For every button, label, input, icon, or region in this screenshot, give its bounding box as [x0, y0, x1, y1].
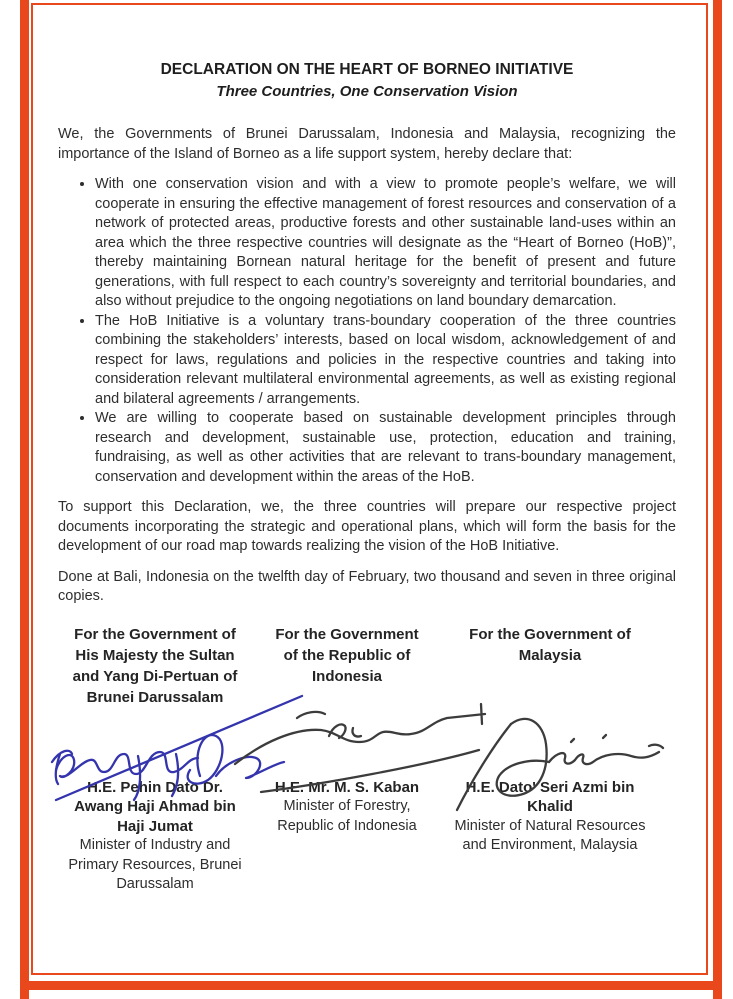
border-left-thick — [20, 0, 29, 999]
border-right-thick — [713, 0, 722, 999]
signatory-role-malaysia-text: Minister of Natural Resources and Environment, Malaysia — [454, 817, 646, 853]
signatory-for-malaysia-text: For the Government of Malaysia — [469, 625, 631, 664]
border-bottom-thick — [20, 981, 722, 990]
border-top-thin — [31, 3, 708, 5]
signatory-role-indonesia-text: Minister of Forestry, Republic of Indonesia — [277, 798, 417, 834]
border-right-thin — [706, 3, 708, 975]
bullet-item-sustainable-development: • We are willing to cooperate based on sustainable development principles through research and development, sustainable use, protection, education and training, fundraising, as well as other activities that are relevant to trans-boundary management, conservation and development within the areas of the HoB. — [95, 409, 676, 487]
signatory-for-indonesia-text: For the Government of the Republic of Indonesia — [275, 625, 419, 685]
declaration-bullet-list — [58, 175, 676, 487]
signatory-name-malaysia-text: H.E. Dato' Seri Azmi bin Khalid — [465, 778, 635, 815]
bullet-item-conservation: • With one conservation vision and with a view to promote people’s welfare, we will cooperate in ensuring the effective management of forest resources and conservation of a network of protected areas, productive forests and other sustainable land-uses within an area which the three respective countries will designate as the “Heart of Borneo (HoB)”, thereby maintaining Bornean natural heritage for the benefit of present and future generations, with full respect to each country’s sovereignty and territorial boundaries, and also without prejudice to the ongoing negotiations on land boundary demarcation. — [95, 175, 676, 312]
support-paragraph: To support this Declaration, we, the three countries will prepare our respective project documents incorporating the strategic and operational plans, which will form the basis for the development of our road map towards realizing the vision of the HoB Initiative. — [58, 499, 676, 554]
malaysia-signature-ink — [453, 708, 668, 816]
done-at-paragraph: Done at Bali, Indonesia on the twelfth day of February, two thousand and seven in three original copies. — [58, 568, 676, 604]
document-subtitle: Three Countries, One Conservation Vision — [216, 83, 518, 100]
signatory-role-brunei — [58, 836, 252, 895]
border-left-thin — [31, 3, 33, 975]
signatory-role-malaysia — [442, 817, 658, 856]
document-title: DECLARATION ON THE HEART OF BORNEO INITIATIVE — [160, 61, 574, 78]
bullet-item-cooperation: • The HoB Initiative is a voluntary trans-boundary cooperation of the three countries combining the stakeholders’ interests, based on local wisdom, acknowledgement of and respect for laws, regulations and policies in the respective countries and taking into consideration relevant multilateral environmental agreements, as well as existing regional and bilateral agreements / arrangements. — [95, 312, 676, 410]
document-body — [58, 60, 676, 895]
signatory-name-brunei-text: H.E. Pehin Dato Dr. Awang Haji Ahmad bin Haji Jumat — [74, 778, 236, 835]
signature-row — [58, 708, 676, 778]
signatory-name-indonesia-text: H.E. Mr. M. S. Kaban — [274, 778, 420, 796]
intro-paragraph: We, the Governments of Brunei Darussalam, Indonesia and Malaysia, recognizing the importance of the Island of Borneo as a life support system, hereby declare that: — [58, 126, 676, 162]
signatory-role-brunei-text: Minister of Industry and Primary Resources, Brunei Darussalam — [68, 837, 242, 892]
signatory-for-brunei-text: For the Government of His Majesty the Sultan and Yang Di-Pertuan of Brunei Darussalam — [72, 625, 238, 706]
border-bottom-thin — [31, 973, 708, 975]
